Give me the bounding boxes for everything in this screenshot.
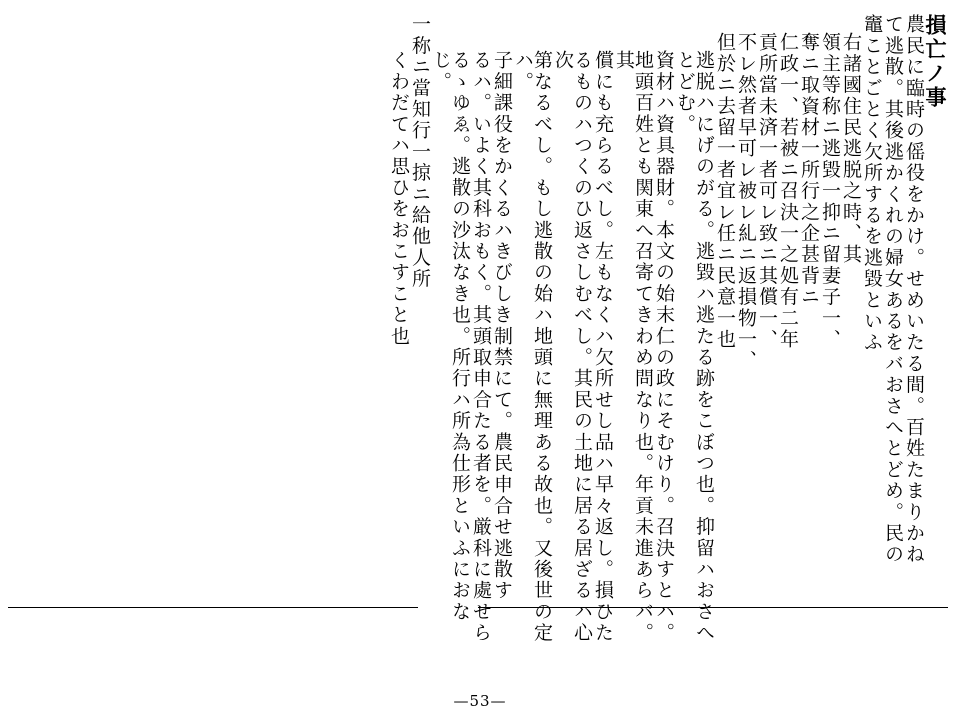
text-column-1: 農民に臨時の傜役をかけ。せめいたる間。百姓たまりかね	[903, 14, 925, 566]
text-column-8: 貢所當未済一者可レ致ニ其償一、	[756, 32, 778, 350]
text-column-15: るものハつくのひ返さしむべし。其民の土地に居る居ざるハ心次	[552, 50, 593, 644]
text-column-19: るゝゆゑ。逃散の沙汰なき也。所行ハ所為仕形といふにおなじ。	[430, 50, 471, 623]
text-column-13: 地頭百姓とも関東へ召寄てきわめ問なり也。年貢未進あらバ。其	[613, 50, 654, 644]
text-column-20: 一称ニ當知行一掠ニ給他人所	[409, 14, 431, 290]
vertical-text-body	[0, 14, 960, 644]
text-column-7: 仁政一、若被ニ召決一之処有二年	[777, 32, 799, 350]
text-column-9: 不レ然者早可レ被レ糺ニ返損物一、	[735, 32, 757, 372]
text-column-3: 竈ことごとく欠所するを逃毀といふ	[861, 14, 883, 354]
text-column-5: 領主等称ニ逃毀一抑ニ留妻子一、	[819, 32, 841, 350]
page-number: —53—	[453, 692, 507, 710]
text-column-17: 子細課役をかくるハきびしき制禁にて。農民申合せ逃散す	[491, 50, 513, 602]
text-column-10: 但於ニ去留一者宜レ任ニ民意一也	[714, 32, 736, 350]
text-column-14: 償にも充らるべし。左もなくハ欠所せし品ハ早々返し。損ひた	[592, 50, 614, 644]
text-column-11: 逃脱ハにげのがる。逃毀ハ逃たる跡をこぼつ也。抑留ハおさへとどむ。	[674, 50, 715, 644]
text-column-6: 奪ニ取資材一所行之企甚背ニ	[798, 32, 820, 308]
text-column-12: 資材ハ資具器財。本文の始末仁の政にそむけり。召決すとハ。	[653, 50, 675, 644]
horizontal-rule-right	[478, 607, 948, 608]
horizontal-rule-left	[8, 607, 418, 608]
text-column-2: て逃散。其後逃かくれの婦女あるをバおさへとどめ。民の	[882, 14, 904, 566]
text-column-4: 右諸國住民逃脱之時、其	[840, 32, 862, 266]
text-column-18: るハ。いよく其科おもく。其頭取申合たる者を。厳科に處せら	[470, 50, 492, 644]
text-column-21: くわだてハ思ひをおこすこと也	[388, 50, 410, 347]
document-title: 損亡ノ事	[923, 14, 948, 110]
text-column-16: 第なるべし。もし逃散の始ハ地頭に無理ある故也。又後世の定ハ。	[512, 50, 553, 644]
